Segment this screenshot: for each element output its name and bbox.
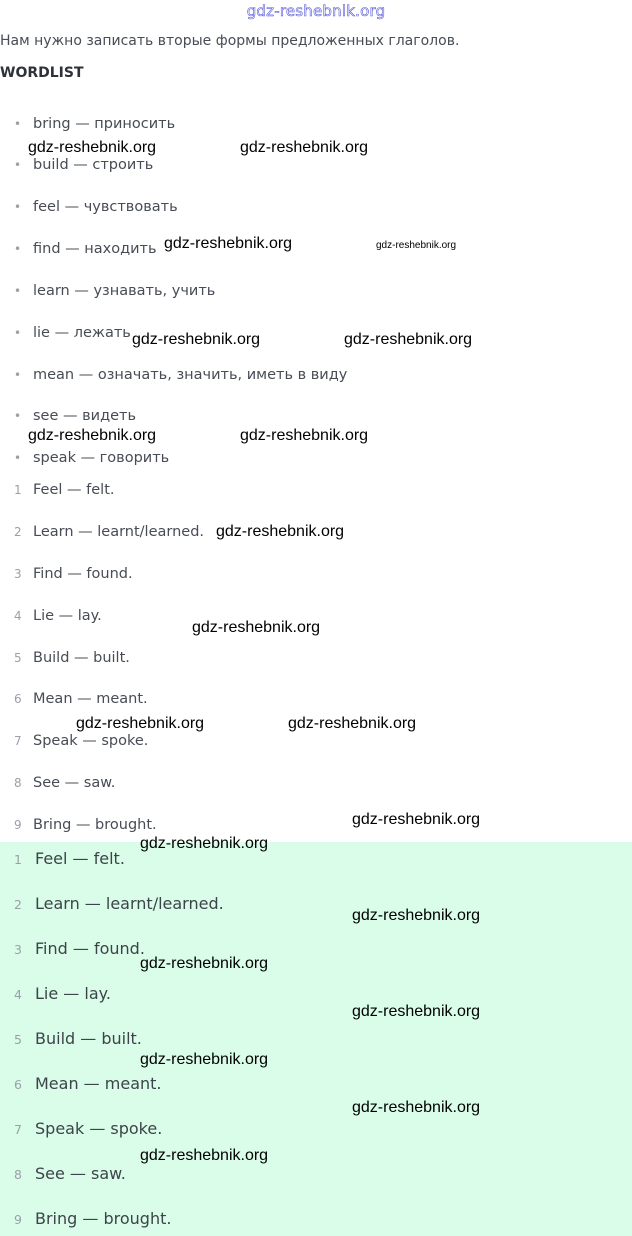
answer-number: 3 (14, 567, 22, 581)
wordlist-item-text: build — строить (33, 157, 154, 173)
bullet-icon: • (14, 451, 22, 465)
answer-text: Feel — felt. (33, 482, 115, 498)
answer-number: 5 (14, 1032, 22, 1047)
answer-text: Bring — brought. (33, 817, 157, 833)
wordlist-item (14, 367, 347, 383)
wordlist-item (14, 325, 131, 341)
highlighted-answer-item (14, 1119, 162, 1138)
answer-text: Find — found. (33, 566, 133, 582)
answer-item (14, 733, 148, 749)
watermark: gdz-reshebnik.org (28, 139, 157, 156)
answer-text: Mean — meant. (33, 691, 148, 707)
highlighted-answer-item (14, 849, 125, 868)
wordlist-item-text: bring — приносить (33, 116, 176, 132)
answer-item (14, 608, 102, 624)
watermark: gdz-reshebnik.org (352, 1003, 481, 1020)
watermark: gdz-reshebnik.org (344, 331, 473, 348)
watermark: gdz-reshebnik.org (28, 427, 157, 444)
watermark: gdz-reshebnik.org (240, 139, 369, 156)
answer-number: 3 (14, 942, 22, 957)
answer-text: Lie — lay. (35, 984, 111, 1003)
wordlist-item (14, 283, 215, 299)
answer-text: Bring — brought. (35, 1209, 172, 1228)
bullet-icon: • (14, 409, 22, 423)
wordlist-item (14, 408, 136, 424)
watermark: gdz-reshebnik.org (140, 835, 269, 852)
bullet-icon: • (14, 200, 22, 214)
answer-number: 5 (14, 651, 22, 665)
watermark: gdz-reshebnik.org (164, 235, 293, 252)
watermark: gdz-reshebnik.org (140, 1051, 269, 1068)
wordlist-item (14, 116, 175, 132)
wordlist-item-text: feel — чувствовать (33, 199, 178, 215)
bullet-icon: • (14, 117, 22, 131)
answer-text: Find — found. (35, 939, 145, 958)
answer-item (14, 566, 133, 582)
answer-number: 7 (14, 734, 22, 748)
highlighted-answer-item (14, 939, 145, 958)
answer-text: Learn — learnt/learned. (33, 524, 205, 540)
watermark: gdz-reshebnik.org (140, 1147, 269, 1164)
answer-text: Learn — learnt/learned. (35, 894, 224, 913)
highlighted-answer-item (14, 894, 224, 913)
highlighted-answer-item (14, 984, 111, 1003)
wordlist-item-text: lie — лежать (33, 325, 131, 341)
answer-number: 7 (14, 1122, 22, 1137)
wordlist-item-text: mean — означать, значить, иметь в виду (33, 367, 348, 383)
watermark: gdz-reshebnik.org (76, 715, 205, 732)
wordlist-item (14, 199, 178, 215)
answer-item (14, 524, 204, 540)
answer-number: 9 (14, 1212, 22, 1227)
answer-item (14, 775, 115, 791)
bullet-icon: • (14, 242, 22, 256)
header-watermark: gdz-reshebnik.org (246, 2, 386, 20)
answer-text: Build — built. (33, 650, 130, 666)
answer-number: 2 (14, 525, 22, 539)
watermark: gdz-reshebnik.org (132, 331, 261, 348)
answer-item (14, 482, 115, 498)
answer-text: Mean — meant. (35, 1074, 162, 1093)
answer-number: 4 (14, 609, 22, 623)
answer-item (14, 650, 130, 666)
answer-item (14, 691, 148, 707)
answer-number: 6 (14, 692, 22, 706)
watermark: gdz-reshebnik.org (240, 427, 369, 444)
watermark: gdz-reshebnik.org (352, 811, 481, 828)
answer-text: Lie — lay. (33, 608, 102, 624)
highlighted-answer-item (14, 1074, 162, 1093)
wordlist-item-text: see — видеть (33, 408, 137, 424)
wordlist-item (14, 241, 157, 257)
answer-text: Feel — felt. (35, 849, 125, 868)
bullet-icon: • (14, 158, 22, 172)
answer-text: Speak — spoke. (33, 733, 149, 749)
answer-text: Speak — spoke. (35, 1119, 163, 1138)
answer-number: 8 (14, 1167, 22, 1182)
wordlist-item-text: learn — узнавать, учить (33, 283, 216, 299)
answer-text: See — saw. (33, 775, 116, 791)
highlighted-answer-item (14, 1029, 142, 1048)
answer-number: 2 (14, 897, 22, 912)
bullet-icon: • (14, 284, 22, 298)
watermark: gdz-reshebnik.org (140, 955, 269, 972)
wordlist-item (14, 157, 153, 173)
watermark: gdz-reshebnik.org (352, 1099, 481, 1116)
answer-number: 1 (14, 483, 22, 497)
answer-text: Build — built. (35, 1029, 142, 1048)
highlighted-answer-item (14, 1209, 171, 1228)
answer-number: 8 (14, 776, 22, 790)
intro-text: Нам нужно записать вторые формы предложенных глаголов. (0, 33, 460, 49)
watermark: gdz-reshebnik.org (288, 715, 417, 732)
watermark: gdz-reshebnik.org (352, 907, 481, 924)
answer-number: 1 (14, 852, 22, 867)
bullet-icon: • (14, 368, 22, 382)
watermark: gdz-reshebnik.org (192, 619, 321, 636)
bullet-icon: • (14, 326, 22, 340)
answer-text: See — saw. (35, 1164, 126, 1183)
wordlist-heading: WORDLIST (0, 65, 84, 81)
answer-number: 6 (14, 1077, 22, 1092)
answer-number: 4 (14, 987, 22, 1002)
wordlist-item-text: speak — говорить (33, 450, 170, 466)
watermark: gdz-reshebnik.org (376, 240, 457, 251)
answer-item (14, 817, 157, 833)
watermark: gdz-reshebnik.org (216, 523, 345, 540)
answer-number: 9 (14, 818, 22, 832)
wordlist-item-text: find — находить (33, 241, 157, 257)
wordlist-item (14, 450, 169, 466)
highlighted-answer-item (14, 1164, 126, 1183)
